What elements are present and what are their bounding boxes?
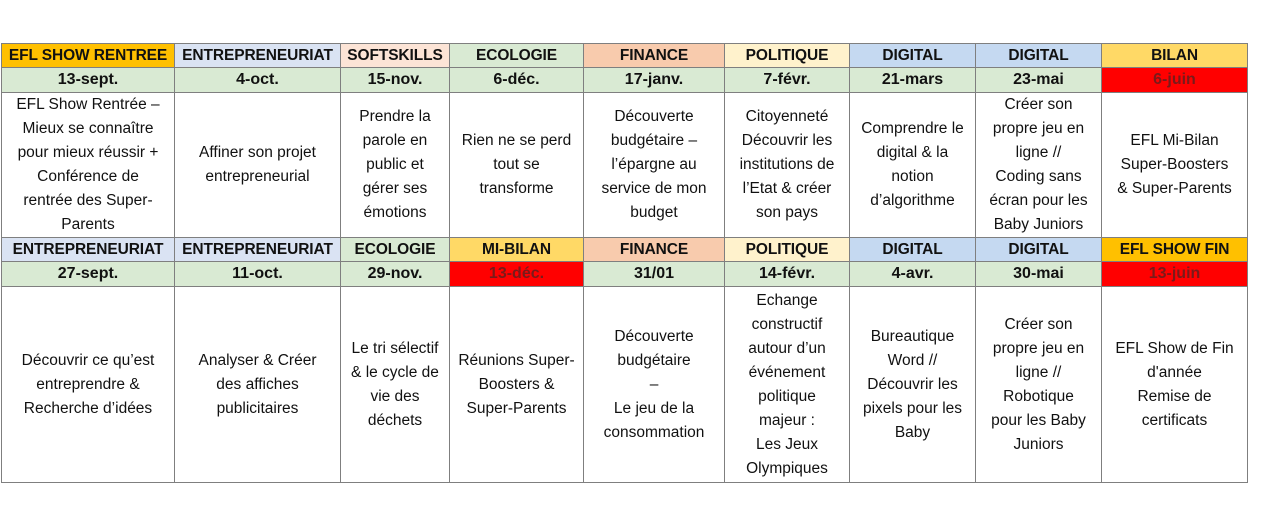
date-cell: 11-oct. bbox=[175, 262, 341, 287]
theme-row-1 bbox=[2, 44, 1248, 68]
description-text: Le tri sélectif & le cycle de vie des déchets bbox=[351, 339, 439, 429]
date-cell: 13-sept. bbox=[2, 68, 175, 93]
description-text: Comprendre le digital & la notion d’algorithme bbox=[861, 120, 964, 209]
date-cell: 15-nov. bbox=[341, 68, 450, 93]
description-cell bbox=[850, 93, 976, 238]
description-cell bbox=[976, 287, 1102, 483]
date-cell: 27-sept. bbox=[2, 262, 175, 287]
description-cell bbox=[584, 287, 725, 483]
description-text: Bureautique Word // Découvrir les pixels pour les Baby bbox=[862, 327, 963, 441]
description-text: Echange constructif autour d’un événement politique majeur : Les Jeux Olympiques bbox=[746, 291, 828, 477]
description-text: Affiner son projet entrepreneurial bbox=[199, 144, 316, 185]
description-row-1 bbox=[2, 93, 1248, 238]
date-cell: 17-janv. bbox=[584, 68, 725, 93]
date-cell-highlighted: 13-déc. bbox=[450, 262, 584, 287]
theme-cell: POLITIQUE bbox=[725, 44, 850, 68]
description-text: Découverte budgétaire – Le jeu de la consommation bbox=[603, 327, 705, 441]
date-cell: 31/01 bbox=[584, 262, 725, 287]
theme-cell: MI-BILAN bbox=[450, 238, 584, 262]
description-cell bbox=[2, 287, 175, 483]
description-text: Découverte budgétaire – l’épargne au service de mon budget bbox=[601, 108, 707, 221]
theme-cell: ENTREPRENEURIAT bbox=[175, 44, 341, 68]
theme-cell: POLITIQUE bbox=[725, 238, 850, 262]
description-cell bbox=[850, 287, 976, 483]
description-cell bbox=[976, 93, 1102, 238]
description-text: Créer son propre jeu en ligne // Robotique pour les Baby Juniors bbox=[991, 315, 1086, 453]
theme-cell: ECOLOGIE bbox=[450, 44, 584, 68]
description-cell bbox=[725, 93, 850, 238]
program-table bbox=[1, 43, 1248, 483]
description-cell bbox=[584, 93, 725, 238]
theme-cell: EFL SHOW RENTREE bbox=[2, 44, 175, 68]
theme-cell: DIGITAL bbox=[850, 238, 976, 262]
theme-cell: FINANCE bbox=[584, 238, 725, 262]
theme-cell: SOFTSKILLS bbox=[341, 44, 450, 68]
description-text: Analyser & Créer des affiches publicitaires bbox=[198, 351, 317, 417]
date-cell: 14-févr. bbox=[725, 262, 850, 287]
date-cell: 7-févr. bbox=[725, 68, 850, 93]
theme-cell: DIGITAL bbox=[850, 44, 976, 68]
date-cell: 29-nov. bbox=[341, 262, 450, 287]
date-cell: 6-déc. bbox=[450, 68, 584, 93]
date-cell: 21-mars bbox=[850, 68, 976, 93]
date-cell-highlighted: 13-juin bbox=[1102, 262, 1248, 287]
date-cell: 4-avr. bbox=[850, 262, 976, 287]
description-text: Citoyenneté Découvrir les institutions de l’Etat & créer son pays bbox=[739, 108, 835, 221]
date-cell: 30-mai bbox=[976, 262, 1102, 287]
description-text: Créer son propre jeu en ligne // Coding sans écran pour les Baby Juniors bbox=[989, 96, 1088, 233]
description-row-2 bbox=[2, 287, 1248, 483]
theme-cell: ENTREPRENEURIAT bbox=[2, 238, 175, 262]
description-cell bbox=[341, 287, 450, 483]
description-cell bbox=[175, 93, 341, 238]
date-row-1 bbox=[2, 68, 1248, 93]
date-cell: 4-oct. bbox=[175, 68, 341, 93]
description-cell bbox=[341, 93, 450, 238]
description-text: EFL Mi-Bilan Super-Boosters & Super-Parents bbox=[1117, 132, 1232, 197]
theme-cell: FINANCE bbox=[584, 44, 725, 68]
description-text: Réunions Super- Boosters & Super-Parents bbox=[458, 351, 575, 417]
date-row-2 bbox=[2, 262, 1248, 287]
description-cell bbox=[450, 93, 584, 238]
theme-cell: EFL SHOW FIN bbox=[1102, 238, 1248, 262]
description-cell bbox=[2, 93, 175, 238]
description-cell bbox=[175, 287, 341, 483]
date-cell: 23-mai bbox=[976, 68, 1102, 93]
description-cell bbox=[1102, 287, 1248, 483]
theme-cell: DIGITAL bbox=[976, 44, 1102, 68]
description-text: Prendre la parole en public et gérer ses émotions bbox=[359, 108, 431, 221]
description-cell bbox=[725, 287, 850, 483]
description-cell bbox=[1102, 93, 1248, 238]
description-text: EFL Show de Fin d'année Remise de certificats bbox=[1115, 339, 1234, 429]
theme-row-2 bbox=[2, 238, 1248, 262]
description-text: Découvrir ce qu’est entreprendre & Recherche d’idées bbox=[21, 351, 155, 417]
theme-cell: DIGITAL bbox=[976, 238, 1102, 262]
theme-cell: ECOLOGIE bbox=[341, 238, 450, 262]
theme-cell: ENTREPRENEURIAT bbox=[175, 238, 341, 262]
description-text: EFL Show Rentrée – Mieux se connaître pour mieux réussir + Conférence de rentrée des Super- Parents bbox=[16, 96, 160, 233]
description-text: Rien ne se perd tout se transforme bbox=[461, 132, 572, 197]
theme-cell: BILAN bbox=[1102, 44, 1248, 68]
date-cell-highlighted: 6-juin bbox=[1102, 68, 1248, 93]
description-cell bbox=[450, 287, 584, 483]
